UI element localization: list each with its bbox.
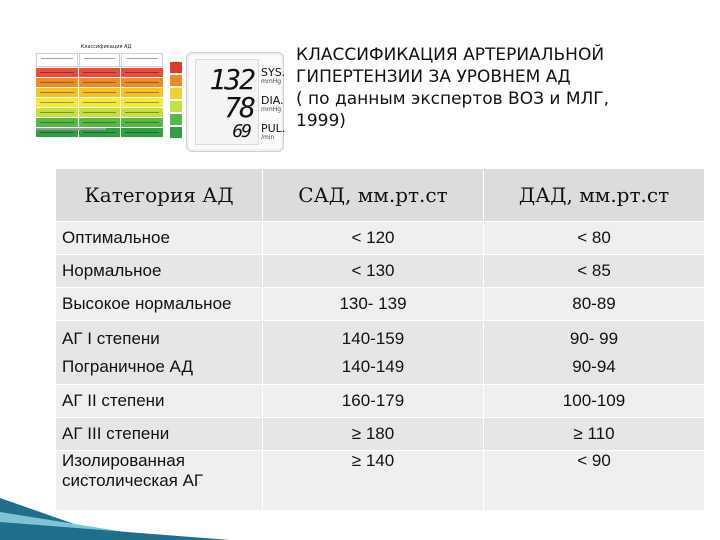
bp-scale-segment — [170, 75, 182, 86]
sys-value: 132 — [209, 63, 254, 96]
mini-chart-cell — [79, 98, 121, 107]
bp-monitor-image — [186, 52, 284, 152]
pul-value: 69 — [232, 121, 250, 142]
row-category: АГ II степени — [56, 385, 263, 418]
row-dad: 100-109 — [484, 385, 705, 418]
corner-dark-stripe — [0, 522, 230, 540]
header-sad: САД, мм.рт.ст — [263, 169, 484, 222]
dia-label-text: DIA. — [261, 94, 284, 107]
bp-scale-segment — [170, 114, 182, 125]
dia-value: 78 — [224, 91, 254, 124]
mini-chart-cell — [79, 118, 121, 127]
row-sad: ≥ 140 — [263, 451, 484, 511]
mini-chart-cell — [36, 118, 78, 127]
row-sad: < 130 — [263, 255, 484, 288]
row-dad: ≥ 110 — [484, 418, 705, 451]
row-category-line: АГ I степени — [62, 328, 160, 348]
mini-chart-row — [36, 98, 164, 108]
title-line-4: 1999) — [296, 111, 346, 131]
row-category — [56, 321, 263, 385]
mini-chart-row — [36, 78, 164, 88]
bp-color-scale — [170, 62, 182, 140]
classification-chart-thumbnail — [36, 44, 164, 142]
bp-scale-segment — [170, 127, 182, 138]
mini-chart-cell — [121, 88, 163, 97]
mini-chart-row — [36, 88, 164, 98]
row-sad-line: 140-159 — [341, 328, 405, 348]
mini-chart-cell — [36, 88, 78, 97]
mini-chart-cell — [36, 78, 78, 87]
row-category: Оптимальное — [56, 222, 263, 255]
pul-label — [261, 123, 285, 141]
mini-chart-row — [36, 108, 164, 118]
mini-chart-row — [36, 68, 164, 78]
title-line-2: ГИПЕРТЕНЗИИ ЗА УРОВНЕМ АД — [296, 67, 571, 87]
mini-chart-cell — [79, 88, 121, 97]
row-dad: < 80 — [484, 222, 705, 255]
sys-label — [261, 67, 285, 85]
mini-chart-cell — [121, 108, 163, 117]
mini-chart-cell — [36, 108, 78, 117]
row-dad: < 85 — [484, 255, 705, 288]
title-line-3: ( по данным экспертов ВОЗ и МЛГ, — [296, 89, 610, 109]
row-sad: ≥ 180 — [263, 418, 484, 451]
sys-label-text: SYS. — [261, 66, 286, 79]
dia-unit: mmHg — [261, 106, 282, 113]
mini-chart-row — [36, 118, 164, 128]
dia-label — [261, 95, 284, 113]
row-category-line: Пограничное АД — [62, 356, 193, 376]
sys-unit: mmHg — [261, 78, 282, 85]
row-dad — [484, 321, 705, 385]
mini-chart-cell — [36, 68, 78, 77]
header-category: Категория АД — [56, 169, 263, 222]
mini-chart-cell — [79, 108, 121, 117]
header-dad: ДАД, мм.рт.ст — [484, 169, 705, 222]
mini-chart-cell — [36, 53, 78, 67]
bp-scale-segment — [170, 88, 182, 99]
decorative-corner — [0, 450, 240, 540]
table-row — [56, 288, 705, 321]
mini-chart-cell — [79, 68, 121, 77]
bp-scale-segment — [170, 62, 182, 73]
mini-chart-cell — [121, 68, 163, 77]
table-header-row — [56, 169, 705, 222]
mini-chart-cell — [79, 53, 121, 67]
pul-unit: /min — [261, 134, 275, 141]
row-category: Высокое нормальное — [56, 288, 263, 321]
monitor-screen — [195, 59, 259, 145]
row-sad: 130- 139 — [263, 288, 484, 321]
mini-chart-header-row — [36, 53, 164, 68]
table-row — [56, 222, 705, 255]
row-dad: < 90 — [484, 451, 705, 511]
mini-chart-cell — [121, 78, 163, 87]
row-sad-line: 140-149 — [341, 356, 405, 376]
row-sad: < 120 — [263, 222, 484, 255]
mini-chart-table — [36, 53, 164, 138]
row-sad — [263, 321, 484, 385]
table-row — [56, 321, 705, 385]
mini-chart-cell — [121, 128, 163, 137]
table-row — [56, 385, 705, 418]
row-category: Нормальное — [56, 255, 263, 288]
mini-chart-cell — [121, 118, 163, 127]
row-sad: 160-179 — [263, 385, 484, 418]
row-category: Изолированная систолическая АГ — [56, 451, 263, 511]
slide-title — [296, 44, 716, 132]
mini-chart-cell — [79, 78, 121, 87]
mini-chart-title: Классификация АД — [80, 44, 132, 50]
mini-chart-cell — [121, 53, 163, 67]
row-dad-line: 90-94 — [572, 356, 616, 376]
row-category: АГ III степени — [56, 418, 263, 451]
pul-label-text: PUL. — [261, 122, 286, 135]
table-row — [56, 418, 705, 451]
bp-scale-segment — [170, 101, 182, 112]
table-row — [56, 255, 705, 288]
row-dad: 80-89 — [484, 288, 705, 321]
mini-chart-cell — [121, 98, 163, 107]
row-dad-line: 90- 99 — [569, 328, 619, 348]
mini-chart-footnote — [36, 128, 106, 130]
title-line-1: КЛАССИФИКАЦИЯ АРТЕРИАЛЬНОЙ — [296, 45, 605, 65]
mini-chart-cell — [36, 98, 78, 107]
